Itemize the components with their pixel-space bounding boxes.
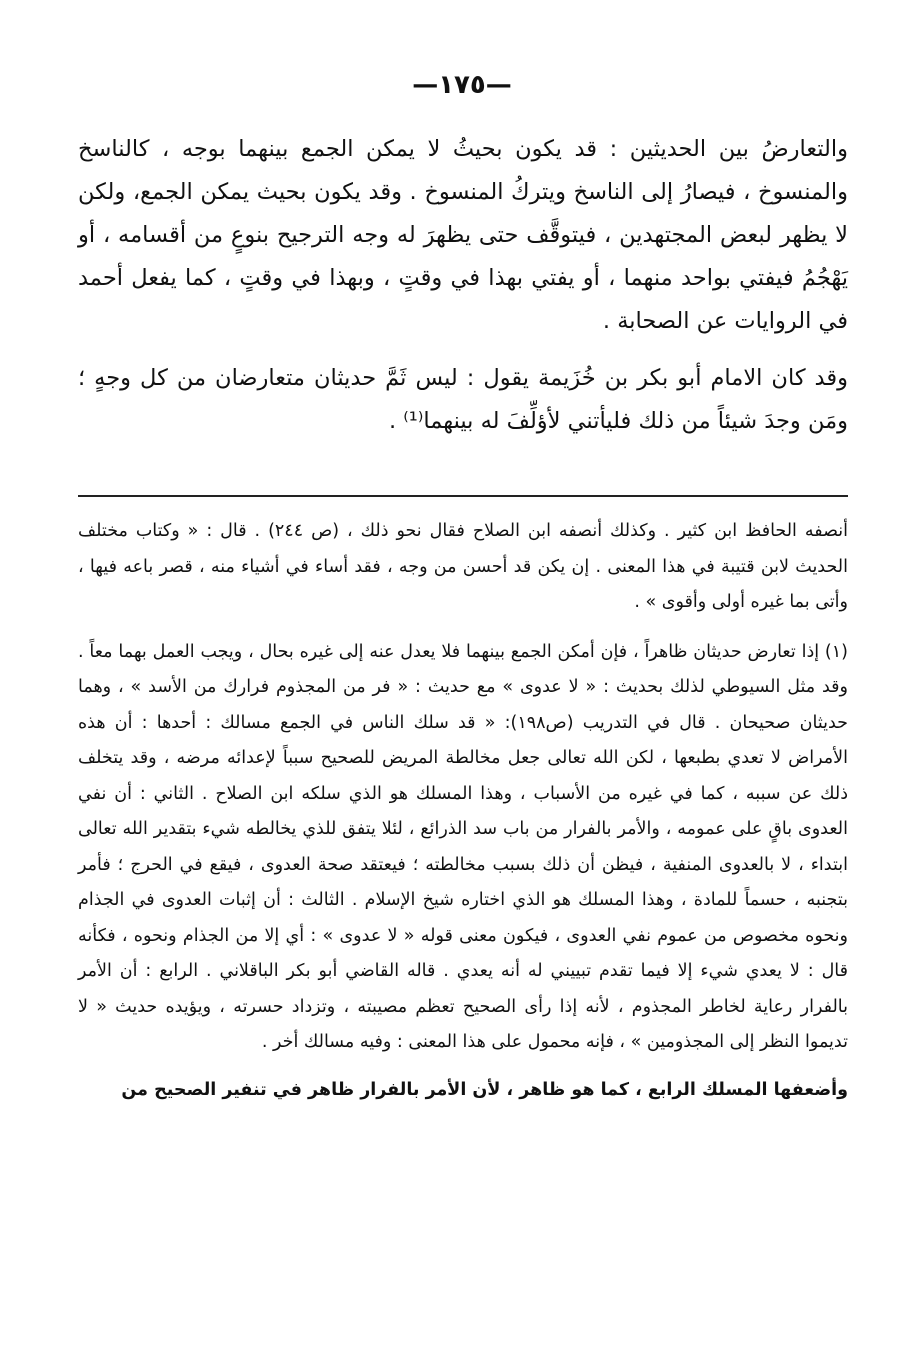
footnote-continuation: أنصفه الحافظ ابن كثير . وكذلك أنصفه ابن الصلاح فقال نحو ذلك ، (ص ٢٤٤) . قال : « وكتاب مختلف الحديث لابن قتيبة في هذا المعنى . إن يكن قد أحسن من وجه ، فقد أساء في أشياء منه ، قصر باعه فيها ، وأتى بما غيره أولى وأقوى » .: [78, 521, 848, 612]
main-paragraph: والتعارضُ بين الحديثين : قد يكون بحيثُ لا يمكن الجمع بينهما بوجه ، كالناسخ والمنسوخ ، فيصارُ إلى الناسخ ويتركُ المنسوخ . وقد يكون بحيث يمكن الجمع، ولكن لا يظهر لبعض المجتهدين ، فيتوقَّف حتى يظهرَ له وجه الترجيح بنوعٍ من أقسامه ، أو يَهْجُمُ فيفتي بواحد منهما ، أو يفتي بهذا في وقتٍ ، وبهذا في وقتٍ ، كما يفعل أحمد في الروايات عن الصحابة .: [78, 136, 848, 334]
page-number: —١٧٥—: [412, 70, 512, 100]
footnote-1: (١) إذا تعارض حديثان ظاهراً ، فإن أمكن الجمع بينهما فلا يعدل عنه إلى غيره بحال ، ويجب العمل بهما معاً . وقد مثل السيوطي لذلك بحديث : « لا عدوى » مع حديث : « فر من المجذوم فرارك من الأسد » ، وهما حديثان صحيحان . قال في التدريب (ص١٩٨): « قد سلك الناس في الجمع مسالك : أحدها : أن هذه الأمراض لا تعدي بطبعها ، لكن الله تعالى جعل مخالطة المريض للصحيح سبباً لإعدائه مرضه ، وقد يتخلف ذلك عن سببه ، كما في غيره من الأسباب ، وهذا المسلك هو الذي سلكه ابن الصلاح . الثاني : أن نفي العدوى باقٍ على عمومه ، والأمر بالفرار من باب سد الذرائع ، لئلا يتفق للذي يخالطه شيء بتقدير الله تعالى ابتداء ، لا بالعدوى المنفية ، فيظن أن ذلك بسبب مخالطته ؛ فيعتقد صحة العدوى ، فيقع في الحرج ؛ فأمر بتجنبه ، حسماً للمادة ، وهذا المسلك هو الذي اختاره شيخ الإسلام . الثالث : أن إثبات العدوى في الجذام ونحوه مخصوص من عموم نفي العدوى ، فيكون معنى قوله « لا عدوى » : أي إلا من الجذام ونحوه ، فكأنه قال : لا يعدي شيء إلا فيما تقدم تبييني له أنه يعدي . قاله القاضي أبو بكر الباقلاني . الرابع : أن الأمر بالفرار رعاية لخاطر المجذوم ، لأنه إذا رأى الصحيح تعظم مصيبته ، وتزداد حسرته ، ويؤيده حديث « لا تديموا النظر إلى المجذومين » ، فإنه محمول على هذا المعنى : وفيه مسالك أخر .: [78, 641, 848, 1052]
footnote-last-line: وأضعفها المسلك الرابع ، كما هو ظاهر ، لأن الأمر بالفرار ظاهر في تنفير الصحيح من: [121, 1079, 848, 1100]
footnote-separator: [78, 495, 848, 497]
main-paragraph: وقد كان الامام أبو بكر بن خُزَيمة يقول : ليس ثَمَّ حديثان متعارضان من كل وجهٍ ؛ ومَن وجدَ شيئاً من ذلك فليأتني لأؤلِّفَ له بينهما⁽¹⁾ .: [78, 365, 848, 434]
main-text: [78, 128, 848, 443]
footnotes: [78, 514, 848, 1108]
